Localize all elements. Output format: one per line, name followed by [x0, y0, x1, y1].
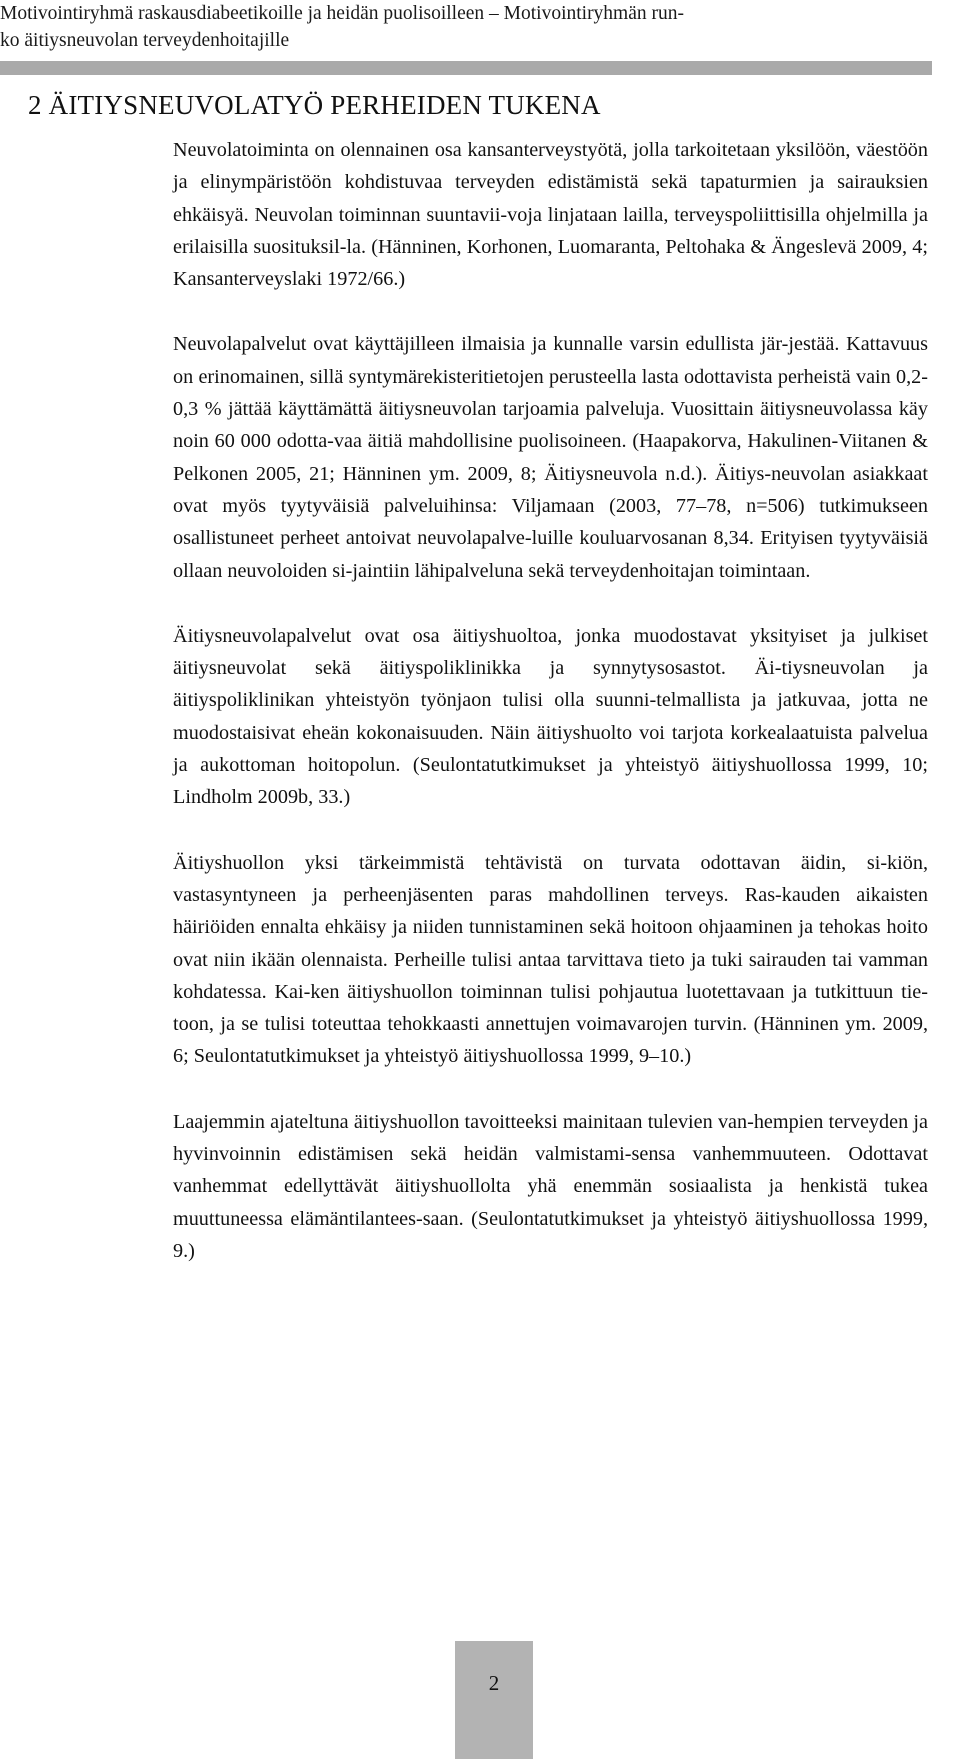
page-footer — [455, 1641, 533, 1759]
running-header — [0, 0, 930, 54]
body-text — [173, 134, 928, 1300]
paragraph-5: Laajemmin ajateltuna äitiyshuollon tavoitteeksi mainitaan tulevien van-hempien terveyden ja hyvinvoinnin edistämisen sekä heidän valmistami-sensa vanhemmuuteen. Odottavat vanhemmat edellyttävät äitiyshuollolta yhä enemmän sosiaalista ja henkistä tukea muuttuneessa elämäntilantees-saan. (Seulontatutkimukset ja yhteistyö äitiyshuollossa 1999, 9.) — [173, 1110, 928, 1262]
page-number: 2 — [488, 1671, 500, 1695]
paragraph-1: Neuvolatoiminta on olennainen osa kansanterveystyötä, jolla tarkoitetaan yksilöön, väestöön ja elinympäristöön kohdistuvaa terveyden edistämistä sekä tapaturmien ja sairauksien ehkäisyä. Neuvolan toiminnan suuntavii-voja linjataan lailla, terveyspoliittisilla ohjelmilla ja erilaisilla suosituksil-la. (Hänninen, Korhonen, Luomaranta, Peltohaka & Ängeslevä 2009, 4; Kansanterveyslaki 1972/66.) — [173, 139, 928, 291]
paragraph-3: Äitiysneuvolapalvelut ovat osa äitiyshuoltoa, jonka muodostavat yksityiset ja julkiset äitiysneuvolat sekä äitiyspoliklinikka ja synnytysosastot. Äi-tiysneuvolan ja äitiyspoliklinikan yhteistyön työnjaon tulisi olla suunni-telmallista ja jatkuvaa, jotta ne muodostaisivat eheän kokonaisuuden. Näin äitiyshuolto voi tarjota korkealaatuista palvelua ja aukottoman hoitopolun. (Seulontatutkimukset ja yhteistyö äitiyshuollossa 1999, 10; Lindholm 2009b, 33.) — [173, 624, 928, 809]
running-header-line-2: ko äitiysneuvolan terveydenhoitajille — [0, 30, 290, 51]
paragraph-4: Äitiyshuollon yksi tärkeimmistä tehtävistä on turvata odottavan äidin, si-kiön, vastasyntyneen ja perheenjäsenten paras mahdollinen terveys. Ras-kauden aikaisten häiriöiden ennalta ehkäisy ja niiden tunnistaminen sekä hoitoon ohjaaminen ja tehokas hoito ovat niin ikään olennaista. Perheille tulisi antaa tarvittava tieto ja tuki sairauden tai vamman kohdatessa. Kai-ken äitiyshuollon toiminnan tulisi pohjautua luotettavaan ja tutkittuun tie-toon, ja se tulisi toteuttaa tehokkaasti annettujen voimavarojen turvin. (Hänninen ym. 2009, 6; Seulontatutkimukset ja yhteistyö äitiyshuollossa 1999, 9–10.) — [173, 851, 928, 1068]
chapter-heading: 2 ÄITIYSNEUVOLATYÖ PERHEIDEN TUKENA — [28, 90, 601, 120]
paragraph-2: Neuvolapalvelut ovat käyttäjilleen ilmaisia ja kunnalle varsin edullista jär-jestää. Kattavuus on erinomainen, sillä syntymärekisteritietojen perusteella lasta odottavista perheistä vain 0,2-0,3 % jättää käyttämättä äitiysneuvolan tarjoamia palveluja. Vuosittain äitiysneuvolassa käy noin 60 000 odotta-vaa äitiä mahdollisine puolisoineen. (Haapakorva, Hakulinen-Viitanen & Pelkonen 2005, 21; Hänninen ym. 2009, 8; Äitiysneuvola n.d.). Äitiys-neuvolan asiakkaat ovat myös tyytyväisiä palveluihinsa: Viljamaan (2003, 77–78, n=506) tutkimukseen osallistuneet perheet antoivat neuvolapalve-luille kouluarvosanan 8,34. Erityisen tyytyväisiä ollaan neuvoloiden si-jaintiin lähipalveluna sekä terveydenhoitajan toimintaan. — [173, 333, 928, 582]
header-divider — [0, 61, 932, 75]
running-header-line-1: Motivointiryhmä raskausdiabeetikoille ja heidän puolisoilleen – Motivointiryhmän run- — [0, 3, 684, 24]
